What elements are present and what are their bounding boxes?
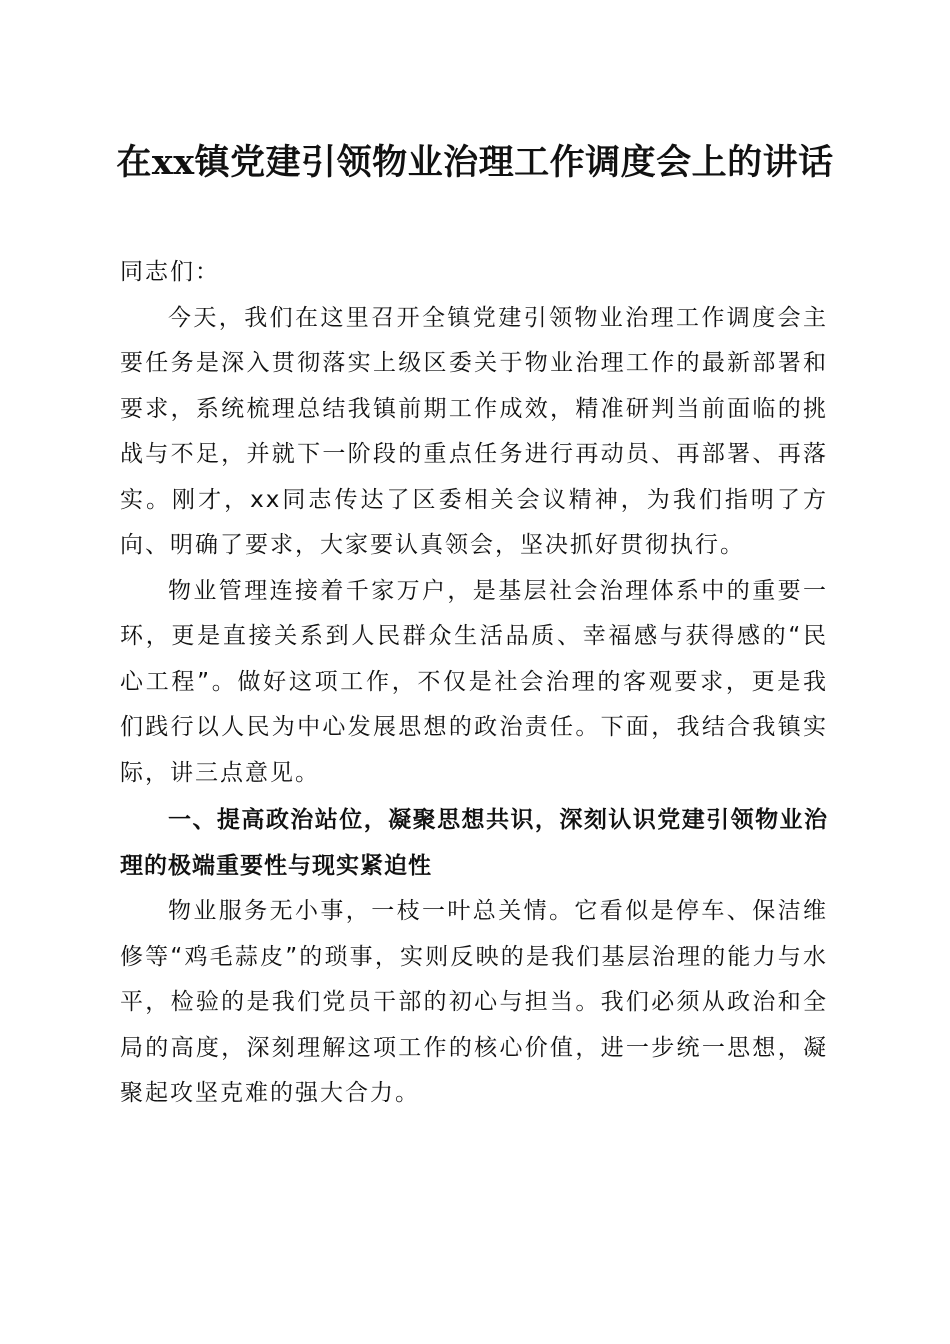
salutation: 同志们：	[120, 259, 220, 285]
paragraph-intro: 今天，我们在这里召开全镇党建引领物业治理工作调度会主要任务是深入贯彻落实上级区委关于物业治理工作的最新部署和要求，系统梳理总结我镇前期工作成效，精准研判当前面临的挑战与不足，并就下一阶段的重点任务进行再动员、再部署、再落实。刚才，xx同志传达了区委相关会议精神，为我们指明了方向、明确了要求，大家要认真领会，坚决抓好贯彻执行。	[120, 304, 828, 558]
document-title: 在xx镇党建引领物业治理工作调度会上的讲话	[116, 142, 834, 183]
document-body	[120, 250, 828, 1117]
section-heading-1: 一、提高政治站位，凝聚思想共识，深刻认识党建引领物业治理的极端重要性与现实紧迫性	[120, 807, 828, 879]
paragraph-significance: 物业管理连接着千家万户，是基层社会治理体系中的重要一环，更是直接关系到人民群众生活品质、幸福感与获得感的“民心工程”。做好这项工作，不仅是社会治理的客观要求，更是我们践行以人民为中心发展思想的政治责任。下面，我结合我镇实际，讲三点意见。	[120, 577, 828, 786]
section-paragraph-1: 物业服务无小事，一枝一叶总关情。它看似是停车、保洁维修等“鸡毛蒜皮”的琐事，实则反映的是我们基层治理的能力与水平，检验的是我们党员干部的初心与担当。我们必须从政治和全局的高度，深刻理解这项工作的核心价值，进一步统一思想，凝聚起攻坚克难的强大合力。	[120, 898, 828, 1106]
